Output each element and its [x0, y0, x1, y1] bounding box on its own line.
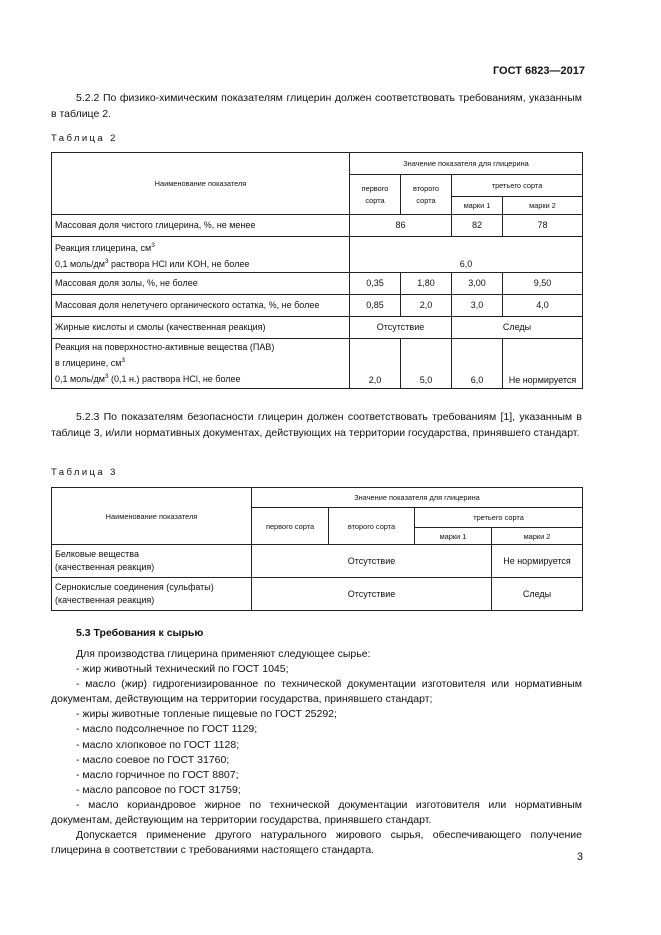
- section-5-2-2: 5.2.2 По физико-химическим показателям глицерин должен соответствовать требованиям, указанным в таблице 2.: [51, 92, 582, 120]
- cell-value: Отсутствие: [252, 545, 492, 578]
- t2-header-value: Значение показателя для глицерина: [350, 153, 583, 175]
- cell-value: 1,80: [401, 273, 452, 295]
- cell-value: 3,0: [452, 295, 503, 317]
- cell-value: 3,00: [452, 273, 503, 295]
- table-row: [52, 215, 583, 237]
- table-row: [52, 273, 583, 295]
- cell-value: Следы: [492, 578, 583, 611]
- cell-value: Не нормируется: [492, 545, 583, 578]
- t2-header-second: второго сорта: [401, 175, 452, 215]
- table-row: [52, 237, 583, 273]
- list-item: - масло хлопковое по ГОСТ 1128;: [76, 738, 240, 751]
- t3-header-first: первого сорта: [252, 508, 329, 545]
- section-5-3-title: 5.3 Требования к сырью: [76, 627, 204, 639]
- cell-value: 6,0: [452, 339, 503, 389]
- table-3-caption: Таблица 3: [51, 467, 118, 478]
- table-2-caption: Таблица 2: [51, 133, 118, 144]
- list-item: - жир животный технический по ГОСТ 1045;: [76, 663, 289, 676]
- t3-header-mark1: марки 1: [415, 528, 492, 545]
- t3-header-value: Значение показателя для глицерина: [252, 488, 583, 508]
- cell-value: 2,0: [401, 295, 452, 317]
- table-3: [51, 487, 583, 611]
- t2-header-name: Наименование показателя: [52, 153, 350, 215]
- cell-value: 0,35: [350, 273, 401, 295]
- row-name: Сернокислые соединения (сульфаты) (качественная реакция): [52, 578, 252, 611]
- table-row: [52, 295, 583, 317]
- cell-value: Следы: [452, 317, 583, 339]
- row-name: Белковые вещества (качественная реакция): [52, 545, 252, 578]
- row-name: Массовая доля чистого глицерина, %, не менее: [52, 215, 350, 237]
- t3-header-mark2: марки 2: [492, 528, 583, 545]
- t2-header-first: первого сорта: [350, 175, 401, 215]
- document-id: ГОСТ 6823—2017: [492, 65, 585, 77]
- list-item: - масло соевое по ГОСТ 31760;: [76, 753, 230, 766]
- paragraph: Допускается применение другого натурального жирового сырья, обеспечивающего получение глицерина в соответствии с требованиями настоящего стандарта.: [51, 829, 582, 857]
- list-item: - масло (жир) гидрогенизированное по технической документации изготовителя или нормативным документам, действующим на территории государства, принявшего стандарт;: [51, 678, 582, 706]
- list-item: - масло кориандровое жирное по технической документации изготовителя или нормативным документам, действующим на территории государства, принявшего стандарт.: [51, 798, 582, 827]
- cell-value: 86: [350, 215, 452, 237]
- list-item: - масло рапсовое по ГОСТ 31759;: [76, 783, 241, 796]
- list-item: - масло горчичное по ГОСТ 8807;: [76, 768, 239, 781]
- table-row: [52, 545, 583, 578]
- row-name: Массовая доля нелетучего органического остатка, %, не более: [52, 295, 350, 317]
- table-2: [51, 152, 583, 389]
- cell-value: 6,0: [350, 237, 583, 273]
- t3-header-third: третьего сорта: [415, 508, 583, 528]
- cell-value: Не нормируется: [503, 339, 583, 389]
- table-row: [52, 339, 583, 389]
- t2-header-mark1: марки 1: [452, 197, 503, 215]
- row-name: Массовая доля золы, %, не более: [52, 273, 350, 295]
- table-row: [52, 578, 583, 611]
- cell-value: 78: [503, 215, 583, 237]
- t2-header-mark2: марки 2: [503, 197, 583, 215]
- cell-value: 2,0: [350, 339, 401, 389]
- cell-value: 5,0: [401, 339, 452, 389]
- t3-header-name: Наименование показателя: [52, 488, 252, 545]
- row-name: Реакция глицерина, $см^3$ 0,1 моль/$дм^3$ раствора HCl или KOH, не более: [52, 237, 350, 273]
- cell-value: Отсутствие: [350, 317, 452, 339]
- table-row: [52, 317, 583, 339]
- cell-value: 4,0: [503, 295, 583, 317]
- t2-header-third: третьего сорта: [452, 175, 583, 197]
- row-name: Жирные кислоты и смолы (качественная реакция): [52, 317, 350, 339]
- cell-value: 82: [452, 215, 503, 237]
- paragraph: Для производства глицерина применяют следующее сырье:: [76, 648, 371, 660]
- section-5-3-body: [51, 647, 582, 858]
- section-5-2-3: 5.2.3 По показателям безопасности глицерин должен соответствовать требованиям [1], указанным в таблице 3, и/или нормативных документах, действующих на территории государства, принявшего стандарт.: [51, 411, 582, 439]
- list-item: - масло подсолнечное по ГОСТ 1129;: [76, 723, 258, 736]
- cell-value: 9,50: [503, 273, 583, 295]
- cell-value: Отсутствие: [252, 578, 492, 611]
- row-name: Реакция на поверхностно-активные вещества (ПАВ) в глицерине, $см^3$ 0,1 моль/$дм^3$ (0,1 н.) раствора HCl, не более: [52, 339, 350, 389]
- list-item: - жиры животные топленые пищевые по ГОСТ 25292;: [76, 708, 337, 721]
- t3-header-second: второго сорта: [329, 508, 415, 545]
- cell-value: 0,85: [350, 295, 401, 317]
- page-number: 3: [576, 851, 583, 863]
